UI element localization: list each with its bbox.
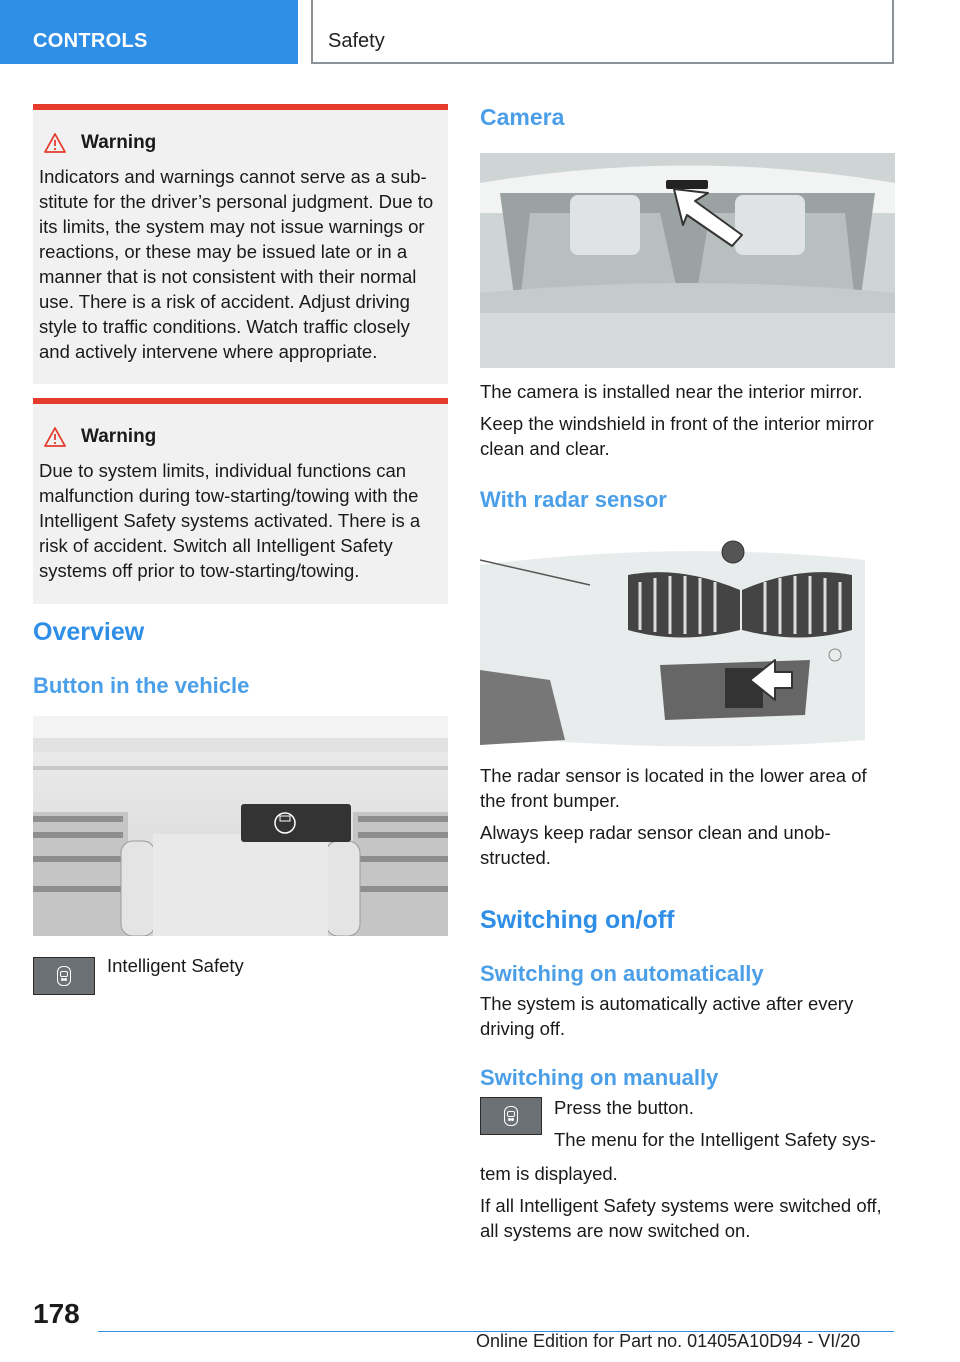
intelligent-safety-button-icon: [480, 1097, 542, 1135]
manual-step: Press the button.: [554, 1097, 694, 1118]
warning-header: [43, 426, 438, 448]
warning-box: [33, 398, 448, 604]
warning-triangle-icon: [43, 132, 67, 154]
right-column: [480, 104, 895, 1243]
camera-heading: Camera: [480, 104, 565, 130]
manual-step: tem is displayed.: [480, 1163, 618, 1184]
footer-edition: Online Edition for Part no. 01405A10D94 - VI/20: [476, 1331, 861, 1351]
switching-manual-text: If all Intelligent Safety systems were switched off, all systems are now switched on.: [480, 1195, 882, 1241]
button-in-vehicle-heading: Button in the vehicle: [33, 673, 250, 698]
warning-text: Indicators and warnings cannot serve as a sub-stitute for the driver’s personal judgment. Due to its limits, the system may not issue warnings or reactions, or these may be issued late or in a manner that is not consistent with their normal use. There is a risk of accident. Adjust driving style to traffic conditions. Watch traffic closely and actively intervene where appropriate.: [39, 166, 434, 362]
warning-triangle-icon: [43, 426, 67, 448]
camera-text: Keep the windshield in front of the interior mirror clean and clear.: [480, 413, 874, 459]
switching-heading: Switching on/off: [480, 906, 675, 934]
radar-heading: With radar sensor: [480, 487, 667, 512]
overview-heading: Overview: [33, 618, 145, 646]
warning-box: [33, 104, 448, 384]
button-legend-label: Intelligent Safety: [107, 955, 244, 976]
manual-step: The menu for the Intelligent Safety sys-: [554, 1129, 876, 1150]
warning-title: Warning: [81, 426, 157, 447]
switching-manual-heading: Switching on manually: [480, 1065, 719, 1090]
camera-photo: [480, 153, 895, 368]
intelligent-safety-button-icon: [33, 957, 95, 995]
radar-photo: [480, 530, 895, 752]
warning-title: Warning: [81, 132, 157, 153]
button-legend: [33, 957, 448, 997]
radar-text: Always keep radar sensor clean and unob-structed.: [480, 822, 831, 868]
camera-text: The camera is installed near the interior mirror.: [480, 381, 863, 402]
section-title: CONTROLS: [33, 30, 148, 52]
header-section-tab: [0, 0, 298, 64]
topic-title: Safety: [328, 30, 385, 52]
vehicle-button-photo: [33, 716, 448, 936]
switching-auto-text: The system is automatically active after every driving off.: [480, 993, 854, 1039]
switching-auto-heading: Switching on automatically: [480, 961, 764, 986]
header-topic-box: [311, 0, 894, 64]
warning-text: Due to system limits, individual functions can malfunction during tow-starting/towing with the Intelligent Safety systems activated. There is a risk of accident. Switch all Intelligent Safety systems off prior to tow-starting/towing.: [39, 460, 421, 581]
warning-header: [43, 132, 438, 154]
manual-step-block: [480, 1095, 895, 1173]
page-number: 178: [33, 1298, 80, 1329]
left-column: [33, 104, 448, 997]
radar-text: The radar sensor is located in the lower area of the front bumper.: [480, 765, 867, 811]
